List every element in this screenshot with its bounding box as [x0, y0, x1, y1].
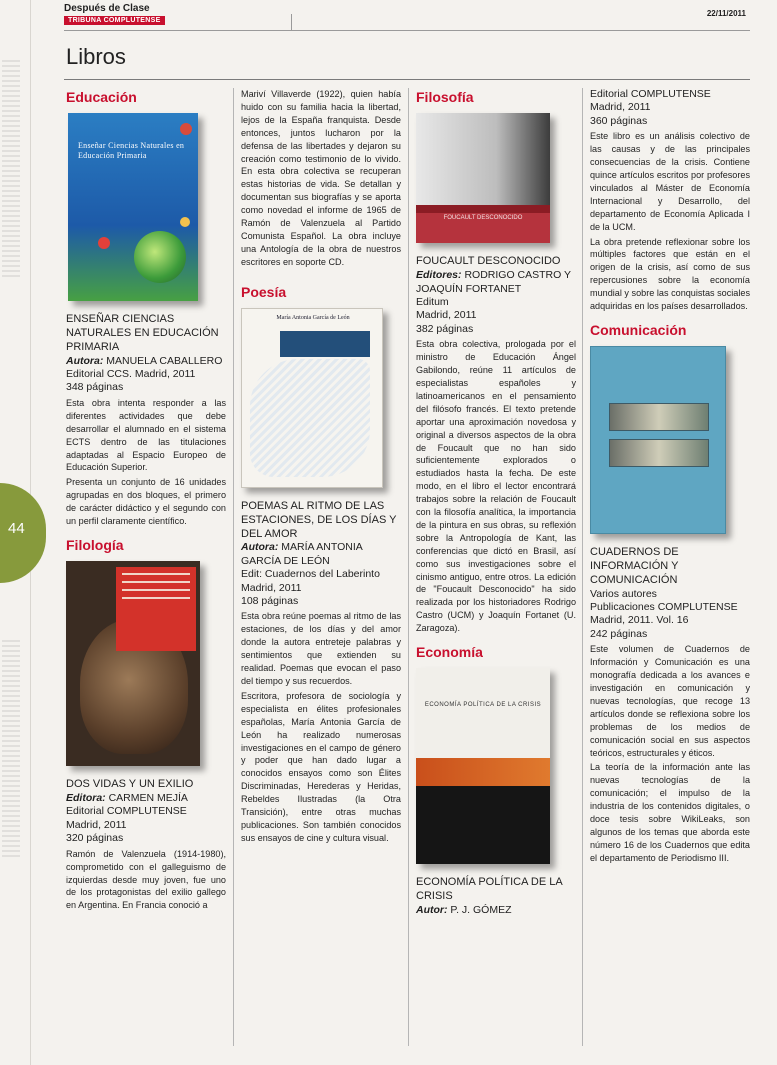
column-4 [590, 88, 750, 867]
cover-title-box [280, 331, 370, 357]
book-cover-filosofia [416, 113, 550, 243]
cover-photo [609, 403, 709, 431]
column-2 [241, 88, 401, 847]
issue-date: 22/11/2011 [706, 9, 746, 18]
book-author: Autor: P. J. GÓMEZ [416, 903, 512, 916]
book-editor: Editora: CARMEN MEJÍA [66, 792, 188, 804]
page [58, 0, 750, 1048]
column-divider [408, 88, 409, 1046]
header-divider [291, 14, 292, 30]
book-author: Autora: MANUELA CABALLERO [66, 354, 223, 367]
book-description: Este libro es un análisis colectivo de las causas y de las principales consecuencias de la crisis. Contiene quince artículos escritos por profesores vinculados al Máster de Economía Internacional y Desarrollo, del departamento de Economía Aplicada I de la UCM. [590, 131, 750, 232]
book-cover-educacion [68, 113, 198, 301]
book-description: Escritora, profesora de sociología y especialista en élites profesionales españolas, María Antonia García de León ha realizado numerosas investigaciones en el campo de género y poder que han dado lugar a conocidos ensayos como son Élites Discriminadas, Herederas y Heridas, Rebeldes Ilustradas (la Otra Transición), entre otras muchas publicaciones. Son también conocidos sus ensayos de cine y cultura visual. [241, 690, 401, 843]
header-rule [64, 30, 750, 31]
book-place: Madrid, 2011 [66, 818, 127, 831]
section-heading-poesia: Poesía [241, 283, 287, 300]
book-title: DOS VIDAS Y UN EXILIO [66, 778, 194, 791]
book-description: La teoría de la información ante las nuevas tecnologías de la comunicación; el impulso de la industria de los contenidos digitales, o doce tesis sobre WikiLeaks, son algunos de los temas que aborda este número 16 de los Cuadernos que edita el departamento de Periodismo III. [590, 762, 750, 863]
book-description: La obra pretende reflexionar sobre los múltiples factores que están en el origen de la crisis, así como de sus repercusiones sobre la economía mundial y sobre las conquistas sociales adquiridas en los países desarrollados. [590, 236, 750, 312]
section-heading-comunicacion: Comunicación [590, 322, 687, 338]
book-place: Madrid, 2011 [590, 101, 651, 114]
book-place: Madrid, 2011 [241, 581, 302, 594]
section-heading-educacion: Educación [66, 89, 137, 105]
book-pages: 348 páginas [66, 381, 124, 394]
book-title: ECONOMÍA POLÍTICA DE LA CRISIS [416, 876, 563, 903]
book-cover-filologia [66, 561, 200, 766]
cover-photo [609, 439, 709, 467]
book-author: Autora: MARÍA ANTONIA GARCÍA DE LEÓN [241, 541, 363, 567]
cover-orange-band [416, 758, 550, 786]
publication-tag: TRIBUNA COMPLUTENSE [64, 16, 165, 25]
globe-illustration [134, 231, 186, 283]
book-publisher: Editorial COMPLUTENSE [66, 805, 187, 818]
margin-bleed-text [2, 60, 20, 280]
cover-title: FOUCAULT DESCONOCIDO [443, 215, 523, 222]
cover-title: ECONOMÍA POLÍTICA DE LA CRISIS [424, 702, 542, 709]
book-author: Varios autores [590, 587, 657, 600]
cover-title: Enseñar Ciencias Naturales en Educación Primaria [78, 141, 185, 161]
section-rule [64, 79, 750, 80]
book-description: Este volumen de Cuadernos de Información y Comunicación es una monografía dedicada a los avances e investigación en comunicación y nuevas tecnologías, que recoge 13 artículos donde se reflexiona sobre los problemas de los medios de comunicación social en sus aspectos teóricos, estructurales y éticos. [590, 644, 750, 758]
cover-top [416, 668, 550, 758]
section-heading-economia: Economía [416, 644, 483, 661]
sketch-illustration [250, 359, 370, 477]
book-pages: 382 páginas [416, 322, 474, 335]
column-divider [582, 88, 583, 1046]
book-title: CUADERNOS DE INFORMACIÓN Y COMUNICACIÓN [590, 546, 679, 586]
book-publisher: Editum [416, 295, 449, 308]
book-place: Madrid, 2011. Vol. 16 [590, 614, 689, 627]
badge-icon [180, 123, 192, 135]
cover-author: María Antonia García de León [276, 315, 350, 321]
page-number: 44 [8, 520, 25, 537]
book-description: Esta obra colectiva, prologada por el ministro de Educación Ángel Gabilondo, reúne 11 artículos de especialistas españoles y latinoamericanos en el pensamiento del filósofo francés. El texto pretende aportar una aproximación novedosa y original a diversos aspectos de la obra de Foucault que no han sido suficientemente explorados o estudiados hasta la fecha. De este modo, en el libro el lector encontrará trabajos sobre la relación de Foucault con la filosofía analítica, la importancia de la pintura en sus obras, su reflexión sobre la Antropología de Kant, las conferencias que dictó en Brasil, así como sus investigaciones sobre el cinismo antiguo, entre otros. La edición de "Foucault Desconocido" ha sido realizada por los historiadores Rodrigo Castro (UCM) y Joaquín Fortanet (U. Zaragoza). [416, 339, 576, 634]
book-publisher: Editorial CCS. Madrid, 2011 [66, 368, 196, 380]
book-publisher: Editorial COMPLUTENSE [590, 88, 711, 100]
section-heading-filosofia: Filosofía [416, 89, 474, 105]
column-1 [66, 88, 226, 914]
cover-title-band [116, 567, 196, 651]
book-pages: 108 páginas [241, 595, 299, 607]
bubble-icon [180, 217, 190, 227]
book-pages: 360 páginas [590, 114, 648, 127]
book-description: Esta obra intenta responder a las diferentes actividades que debe desarrollar el alumnado en el sistema ECTS dentro de las titulaciones adaptadas al Espacio Europeo de Educación Superior. [66, 397, 226, 473]
book-title: FOUCAULT DESCONOCIDO [416, 255, 561, 268]
book-cover-economia [416, 668, 550, 864]
book-place: Madrid, 2011 [416, 309, 477, 322]
column-divider [233, 88, 234, 1046]
column-3 [416, 88, 576, 917]
cover-title-strip [416, 205, 550, 213]
section-title: Libros [66, 44, 126, 69]
section-heading-filologia: Filología [66, 536, 124, 553]
book-description: Ramón de Valenzuela (1914-1980), comprometido con el galleguismo de izquierdas desde muy joven, fue uno de los protagonistas del exilio gallego en Argentina. En Francia conoció a [66, 848, 226, 911]
margin-bleed-text [2, 640, 20, 860]
book-pages: 320 páginas [66, 832, 124, 845]
book-title: POEMAS AL RITMO DE LAS ESTACIONES, DE LOS DÍAS Y DEL AMOR [241, 500, 397, 540]
book-pages: 242 páginas [590, 627, 648, 640]
book-description: Esta obra reúne poemas al ritmo de las estaciones, de los días y del amor donde la autora entreteje palabras y sentimientos que extienden su realidad. Poemas que evocan el paso del tiempo y sus recuerdos. [241, 611, 401, 686]
book-publisher: Publicaciones COMPLUTENSE [590, 601, 738, 613]
book-description-continued: Mariví Villaverde (1922), quien había huido con su familia hacia la libertad, lejos de la España franquista. Desde entonces, juntos lucharon por la defensa de las libertades y dejaron su creación como testimonio de lo vivido. En esta obra colectiva se recuperan estas historias de vida. Se detallan y documentan sus biografías y se aporta como novedad el informe de 1965 de Ramón de Valenzuela al Partido Comunista Español. La obra incluye una Antología de la obra de nuestros escritores en soporte CD. [241, 89, 401, 267]
book-description: Presenta un conjunto de 16 unidades agrupadas en dos bloques, el primero de carácter didáctico y el segundo con un perfil claramente científico. [66, 477, 226, 527]
book-cover-poesia [241, 308, 383, 488]
bubble-icon [98, 237, 110, 249]
book-cover-comunicacion [590, 346, 726, 534]
publication-name: Después de Clase [64, 3, 150, 14]
portrait-photo [416, 113, 550, 205]
book-publisher: Edit: Cuadernos del Laberinto [241, 568, 380, 581]
book-editors: Editores: RODRIGO CASTRO Y JOAQUÍN FORTANET [416, 269, 571, 295]
book-title: ENSEÑAR CIENCIAS NATURALES EN EDUCACIÓN PRIMARIA [66, 313, 219, 353]
